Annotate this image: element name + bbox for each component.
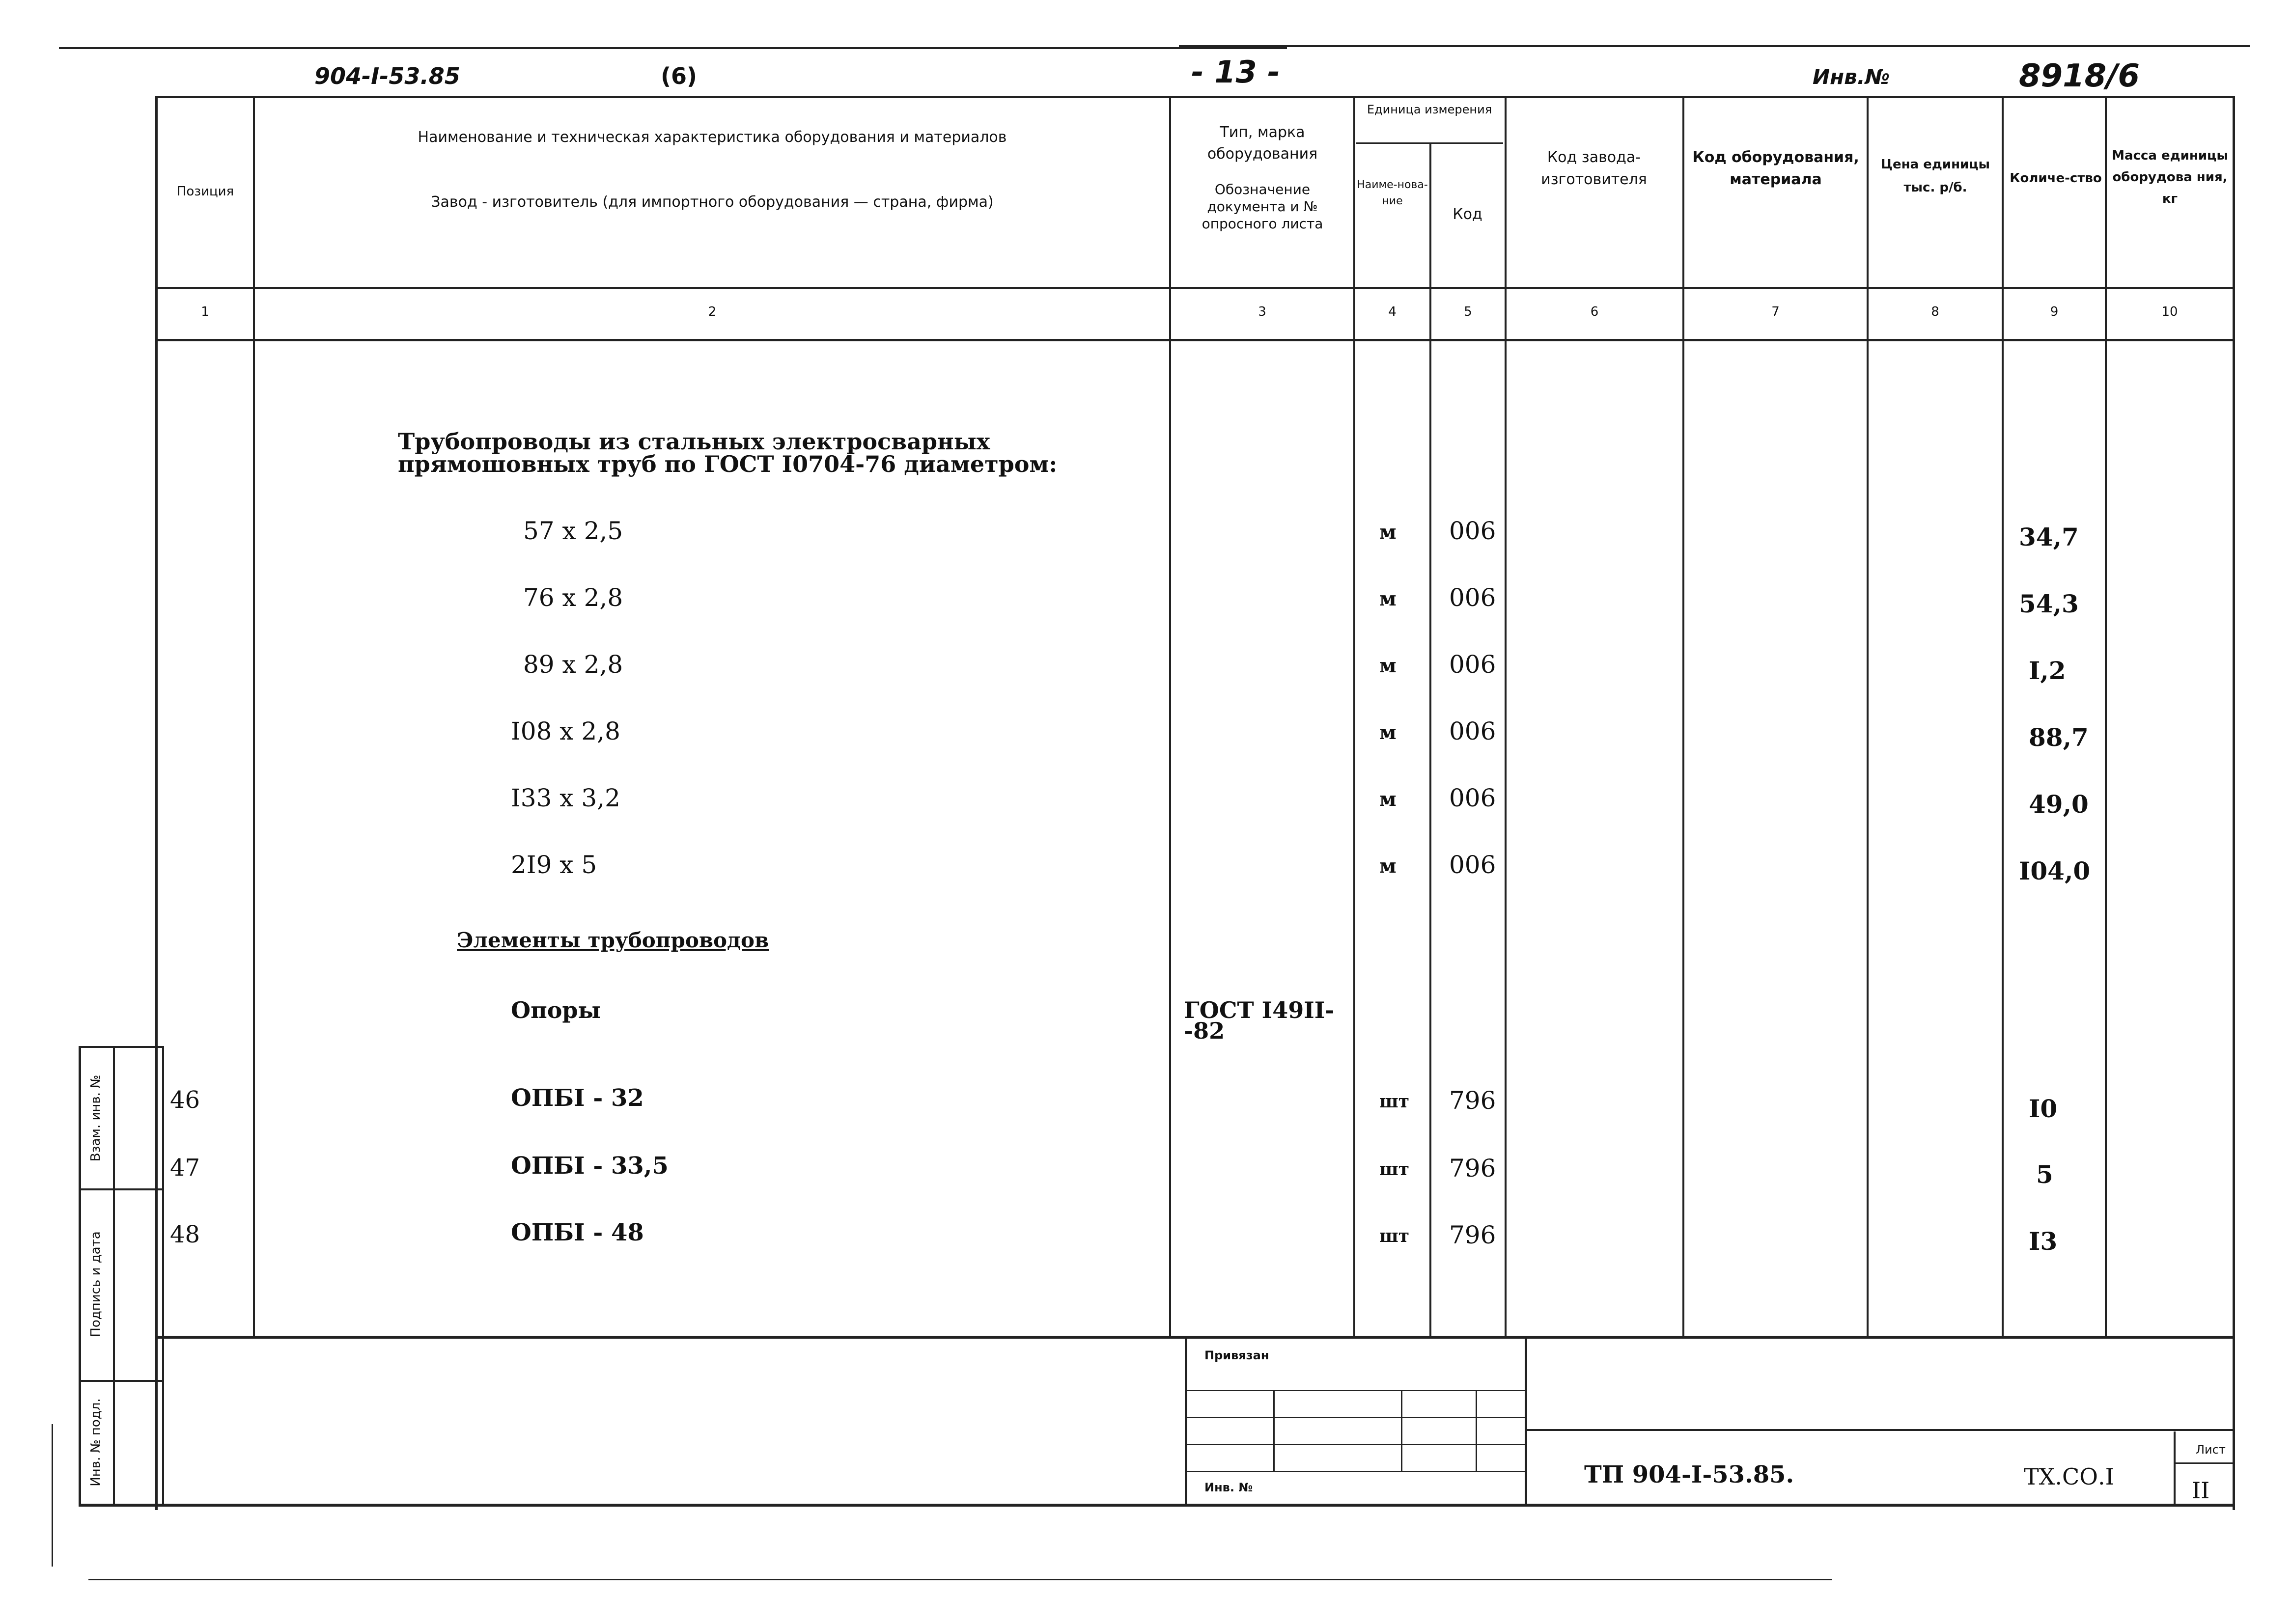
- header-type: Тип, марка оборудования: [1207, 124, 1318, 163]
- pipe-unit: м: [1379, 587, 1397, 610]
- header-position: Позиция: [176, 184, 234, 199]
- col-number-1: 1: [201, 304, 209, 319]
- support-name: ОПБI - 33,5: [511, 1152, 669, 1180]
- support-qty: 5: [2036, 1160, 2053, 1189]
- header-mfr-code: Код завода-изготовителя: [1541, 149, 1647, 188]
- pipe-name: I33 x 3,2: [511, 784, 620, 812]
- pipe-qty: I,2: [2029, 656, 2066, 685]
- pipe-name: I08 x 2,8: [511, 717, 620, 745]
- pipe-code: 006: [1449, 784, 1496, 812]
- supports-standard-2: -82: [1184, 1018, 1225, 1044]
- support-position: 46: [170, 1086, 200, 1114]
- side-label-orig: Инв. № подл.: [88, 1398, 103, 1486]
- header-designation: Обозначение документа и № опросного листа: [1202, 181, 1323, 232]
- col-number-5: 5: [1464, 304, 1472, 319]
- support-position: 48: [170, 1221, 200, 1248]
- header-qty: Количе-ство: [2010, 171, 2102, 186]
- support-code: 796: [1449, 1221, 1496, 1249]
- header-unit-code: Код: [1453, 206, 1482, 223]
- pipe-code: 006: [1449, 851, 1496, 879]
- support-name: ОПБI - 48: [511, 1219, 644, 1246]
- support-code: 796: [1449, 1154, 1496, 1183]
- pipe-qty: 34,7: [2019, 523, 2079, 551]
- header-mass: Масса единицы оборудова ния, кг: [2112, 148, 2228, 207]
- pipe-code: 006: [1449, 717, 1496, 745]
- header-manufacturer: Завод - изготовитель (для импортного оборудования — страна, фирма): [431, 193, 994, 211]
- stamp-sheet-number: II: [2192, 1477, 2210, 1504]
- pipe-unit: м: [1379, 521, 1397, 544]
- col-number-4: 4: [1388, 304, 1397, 319]
- pipe-name: 76 x 2,8: [523, 583, 623, 612]
- col-number-10: 10: [2161, 304, 2178, 319]
- support-position: 47: [170, 1154, 200, 1182]
- inv-label: Инв.№: [1813, 65, 1890, 89]
- pipe-name: 89 x 2,8: [523, 650, 623, 679]
- stamp-doc-code: ТХ.СО.I: [2024, 1463, 2114, 1490]
- side-label-replace: Взам. инв. №: [88, 1074, 103, 1162]
- doc-part: (6): [661, 63, 698, 89]
- stamp-bound-label: Привязан: [1204, 1349, 1269, 1362]
- section-title-line-1: Трубопроводы из стальных электросварных: [398, 428, 990, 455]
- doc-code: 904-I-53.85: [314, 63, 460, 89]
- col-number-2: 2: [708, 304, 717, 319]
- pipe-name: 2I9 x 5: [511, 851, 597, 879]
- col-number-6: 6: [1590, 304, 1599, 319]
- support-unit: шт: [1379, 1226, 1409, 1246]
- inv-number: 8918/6: [2019, 58, 2140, 94]
- page-number: - 13 -: [1191, 54, 1280, 90]
- elements-title: Элементы трубопроводов: [457, 928, 769, 952]
- pipe-qty: 88,7: [2029, 723, 2089, 752]
- pipe-qty: 49,0: [2029, 790, 2089, 819]
- col-number-7: 7: [1771, 304, 1780, 319]
- pipe-code: 006: [1449, 583, 1496, 612]
- pipe-unit: м: [1379, 788, 1397, 811]
- header-name: Наименование и техническая характеристика оборудования и материалов: [418, 129, 1007, 146]
- header-equip-code: Код оборудования, материала: [1692, 149, 1859, 188]
- support-unit: шт: [1379, 1159, 1409, 1180]
- header-unit-group: Единица измерения: [1367, 103, 1492, 116]
- support-qty: I3: [2029, 1227, 2058, 1256]
- col-number-9: 9: [2050, 304, 2059, 319]
- header-unit-name: Наиме-нова-ние: [1357, 179, 1428, 207]
- supports-label: Опоры: [511, 997, 601, 1023]
- stamp-inv-label: Инв. №: [1204, 1481, 1253, 1494]
- col-number-3: 3: [1258, 304, 1266, 319]
- pipe-unit: м: [1379, 854, 1397, 878]
- support-name: ОПБI - 32: [511, 1084, 644, 1112]
- stamp-project-code: ТП 904-I-53.85.: [1584, 1461, 1794, 1488]
- side-label-sign: Подпись и дата: [88, 1231, 103, 1337]
- pipe-qty: I04,0: [2019, 856, 2091, 885]
- pipe-unit: м: [1379, 721, 1397, 744]
- support-qty: I0: [2029, 1094, 2058, 1123]
- support-code: 796: [1449, 1086, 1496, 1115]
- pipe-name: 57 x 2,5: [523, 517, 623, 545]
- col-number-8: 8: [1931, 304, 1939, 319]
- header-price: Цена единицы тыс. р/б.: [1880, 157, 1990, 195]
- section-title-line-2: прямошовных труб по ГОСТ I0704-76 диаметром:: [398, 451, 1058, 477]
- pipe-code: 006: [1449, 517, 1496, 545]
- pipe-code: 006: [1449, 650, 1496, 679]
- pipe-qty: 54,3: [2019, 589, 2079, 618]
- support-unit: шт: [1379, 1091, 1409, 1112]
- pipe-unit: м: [1379, 654, 1397, 677]
- stamp-sheet-label: Лист: [2196, 1443, 2226, 1457]
- supports-standard-1: ГОСТ I49II-: [1184, 997, 1335, 1023]
